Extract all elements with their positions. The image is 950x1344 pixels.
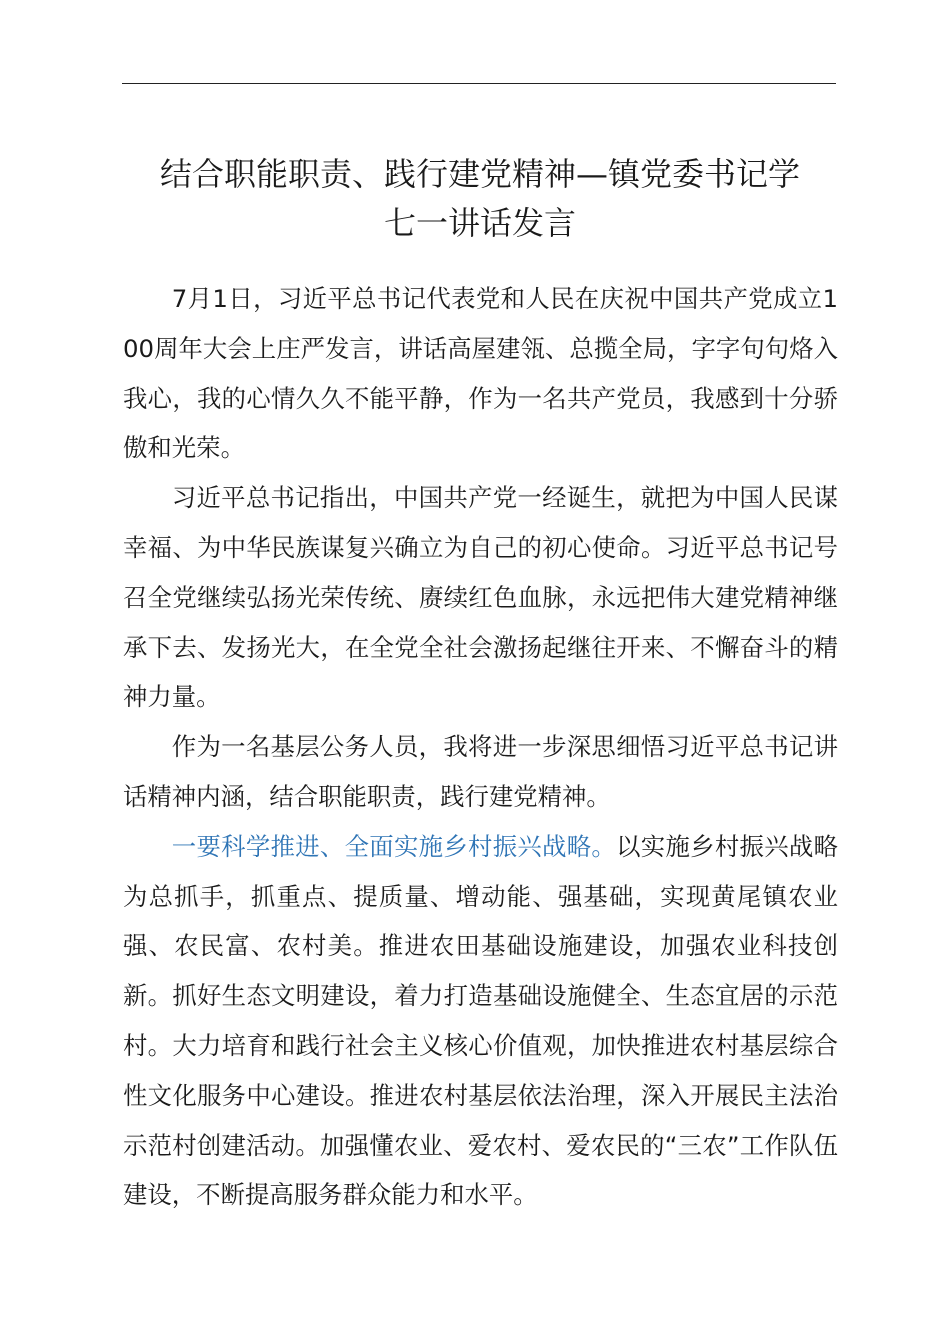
paragraph-1: 7月1日，习近平总书记代表党和人民在庆祝中国共产党成立100周年大会上庄严发言，讲话高屋建瓴、总揽全局，字字句句烙入我心，我的心情久久不能平静，作为一名共产党员，我感到十分骄傲和光荣。	[123, 284, 838, 463]
document-body	[123, 274, 838, 1220]
title-line-1: 结合职能职责、践行建党精神—镇党委书记学	[159, 155, 800, 193]
paragraph-3: 作为一名基层公务人员，我将进一步深思细悟习近平总书记讲话精神内涵，结合职能职责，践行建党精神。	[123, 732, 838, 811]
paragraph-4-text: 以实施乡村振兴战略为总抓手，抓重点、提质量、增动能、强基础，实现黄尾镇农业强、农民富、农村美。推进农田基础设施建设，加强农业科技创新。抓好生态文明建设，着力打造基础设施健全、生态宜居的示范村。大力培育和践行社会主义核心价值观，加快推进农村基层综合性文化服务中心建设。推进农村基层依法治理，深入开展民主法治示范村创建活动。加强懂农业、爱农村、爱农民的“三农”工作队伍建设，不断提高服务群众能力和水平。	[123, 831, 838, 1210]
paragraph-2: 习近平总书记指出，中国共产党一经诞生，就把为中国人民谋幸福、为中华民族谋复兴确立为自己的初心使命。习近平总书记号召全党继续弘扬光荣传统、赓续红色血脉，永远把伟大建党精神继承下去、发扬光大，在全党全社会激扬起继往开来、不懈奋斗的精神力量。	[123, 483, 838, 712]
paragraph-4-heading: 一要科学推进、全面实施乡村振兴战略。	[171, 831, 617, 861]
paragraph-4	[123, 822, 838, 1220]
title-line-2: 七一讲话发言	[383, 204, 576, 242]
document-title	[110, 150, 850, 248]
header-rule	[122, 83, 836, 84]
